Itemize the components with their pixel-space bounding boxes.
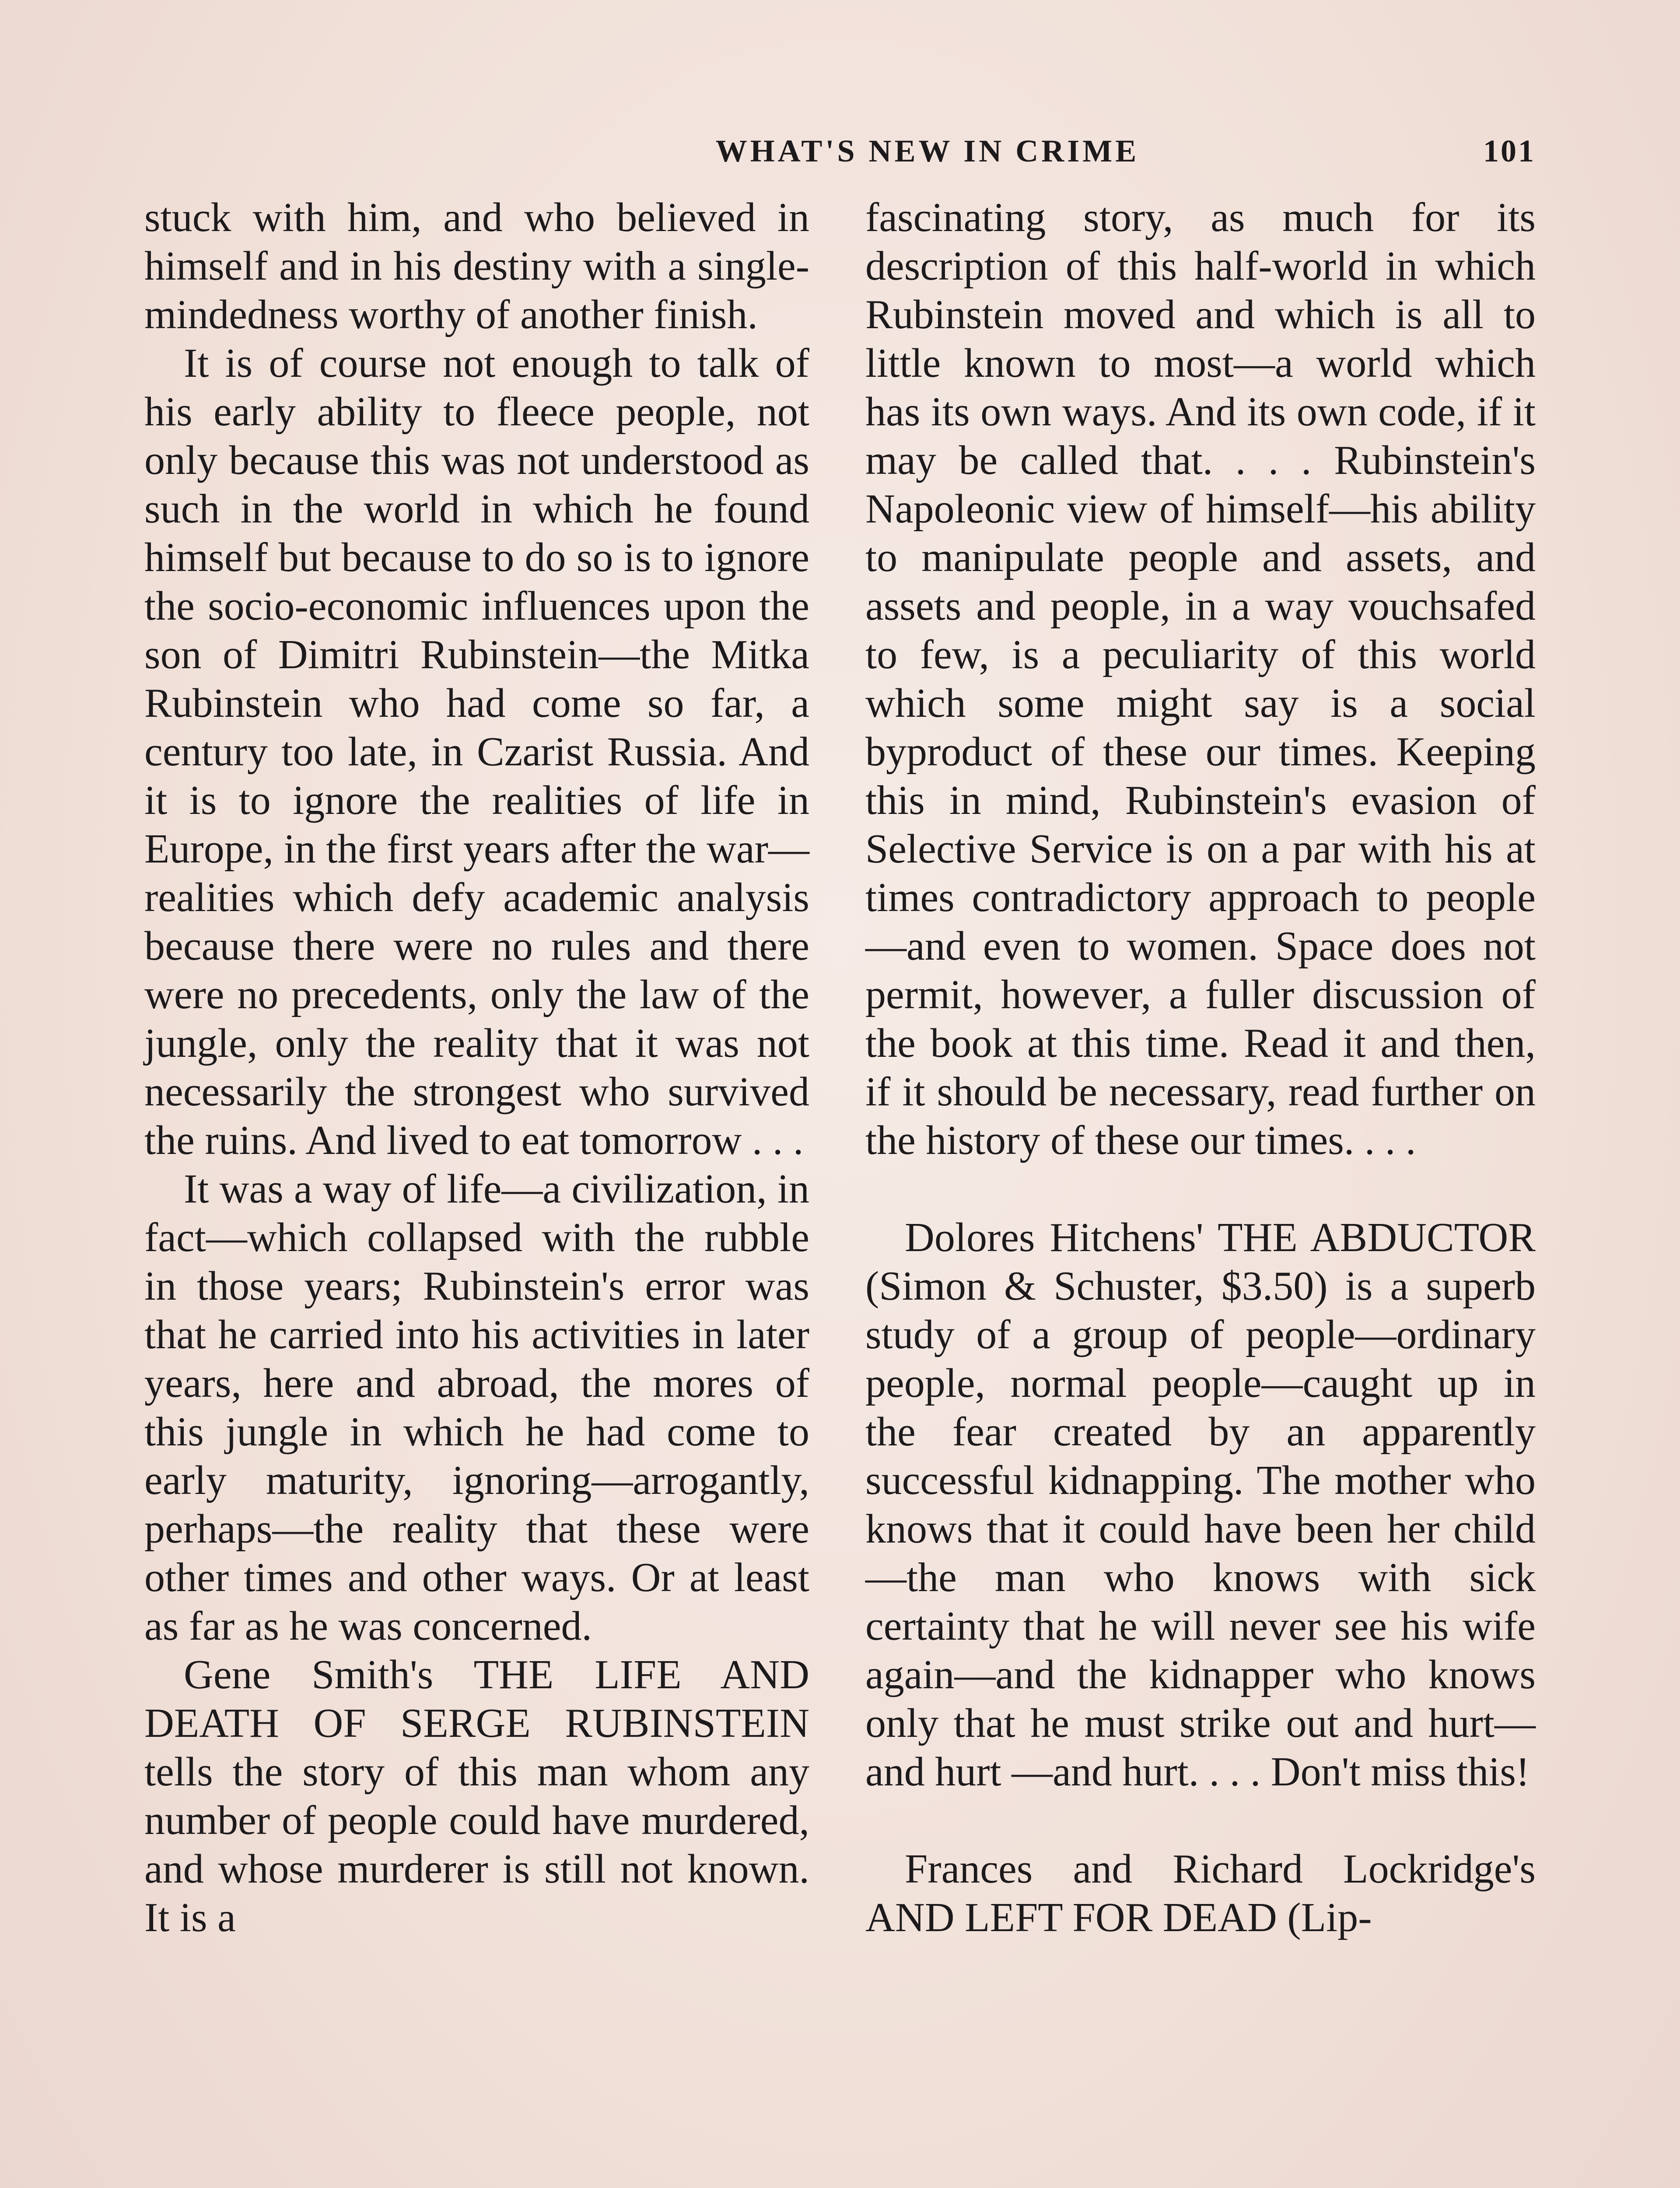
paragraph: Dolores Hitchens' THE ABDUCTOR (Simon & Schuster, $3.50) is a superb study of a group of people—ordinary people, normal people—caught up in the fear created by an apparently successful kidnapping. The mother who knows that it could have been her child—the man who knows with sick certainty that he will never see his wife again—and the kidnapper who knows only that he must strike out and hurt—and hurt —and hurt. . . . Don't miss this! (865, 1215, 1536, 1795)
page-number: 101 (1483, 133, 1536, 168)
paragraph: It is of course not enough to talk of his early ability to fleece people, not only because this was not understood as such in the world in which he found himself but because to do so is to ignore the socio-economic influences upon the son of Dimitri Rubinstein—the Mitka Rubinstein who had come so far, a century too late, in Czarist Russia. And it is to ignore the realities of life in Europe, in the first years after the war—realities which defy academic analysis because there were no rules and there were no precedents, only the law of the jungle, only the reality that it was not necessarily the strongest who survived the ruins. And lived to eat tomorrow . . . (144, 340, 809, 1163)
paragraph: It was a way of life—a civilization, in fact—which collapsed with the rubble in those years; Rubinstein's error was that he carried into his activities in later years, here and abroad, the mores of this jungle in which he had come to early maturity, ignoring—arrogantly, perhaps—the reality that these were other times and other ways. Or at least as far as he was concerned. (144, 1166, 809, 1649)
paragraph: fascinating story, as much for its description of this half-world in which Rubinstein moved and which is all to little known to most—a world which has its own ways. And its own code, if it may be called that. . . . Rubinstein's Napoleonic view of himself—his ability to manipulate people and assets, and assets and people, in a way vouchsafed to few, is a peculiarity of this world which some might say is a social byproduct of these our times. Keeping this in mind, Rubinstein's evasion of Selective Service is on a par with his at times contradictory approach to people—and even to women. Space does not permit, however, a fuller discussion of the book at this time. Read it and then, if it should be necessary, read further on the history of these our times. . . . (865, 195, 1536, 1163)
section-gap (865, 1165, 1536, 1213)
running-head (144, 131, 1536, 171)
paragraph: Gene Smith's THE LIFE AND DEATH OF SERGE RUBINSTEIN tells the story of this man whom any number of people could have murdered, and whose murderer is still not known. It is a (144, 1652, 809, 1940)
left-column (144, 193, 809, 1942)
paragraph: stuck with him, and who believed in himself and in his destiny with a single-mindedness worthy of another finish. (144, 195, 809, 337)
section-title: WHAT'S NEW IN CRIME (715, 133, 1140, 168)
section-gap (865, 1796, 1536, 1845)
right-column (865, 193, 1536, 1942)
paragraph: Frances and Richard Lockridge's AND LEFT FOR DEAD (Lip- (865, 1846, 1536, 1940)
